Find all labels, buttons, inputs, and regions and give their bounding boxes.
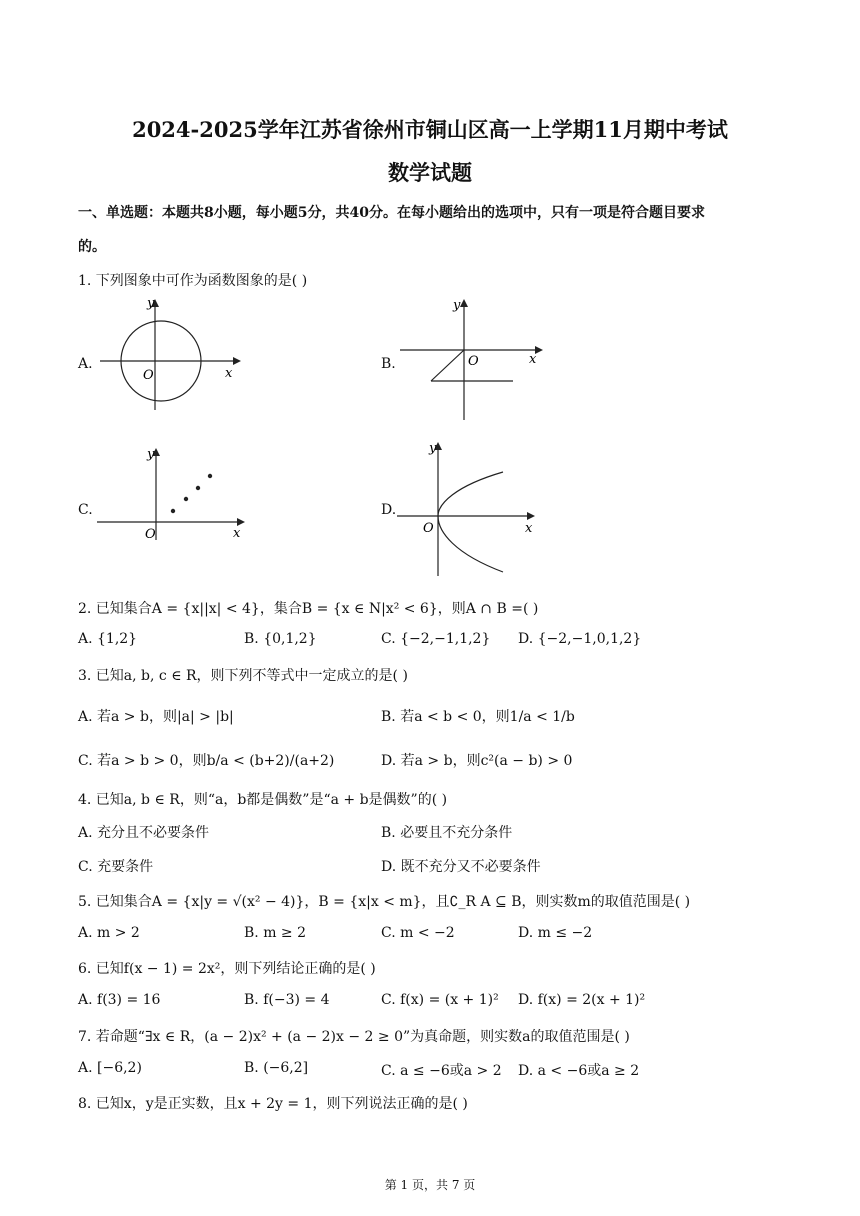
q6-option-d: D. f(x) = 2(x + 1)² <box>518 992 646 1008</box>
graph-c-dots <box>95 442 250 542</box>
graph-a-x-label: x <box>225 366 233 381</box>
q6-stem: 6. 已知f(x − 1) = 2x²，则下列结论正确的是( ) <box>78 961 376 977</box>
graph-d-y-label: y <box>429 441 437 456</box>
q6-option-c: C. f(x) = (x + 1)² <box>381 992 499 1008</box>
q6-option-b: B. f(−3) = 4 <box>244 992 330 1008</box>
q6-option-a: A. f(3) = 16 <box>78 992 161 1008</box>
graph-a-origin: O <box>143 368 154 383</box>
section-header-line2: 的。 <box>78 239 106 255</box>
q7-stem: 7. 若命题“∃x ∈ R，(a − 2)x² + (a − 2)x − 2 ≥ 0”为真命题，则实数a的取值范围是( ) <box>78 1029 630 1045</box>
q7-option-b: B. (−6,2] <box>244 1060 309 1076</box>
q3-option-d: D. 若a > b，则c²(a − b) > 0 <box>381 753 573 769</box>
page-footer: 第 1 页，共 7 页 <box>384 1178 476 1192</box>
q4-stem: 4. 已知a, b ∈ R，则“a，b都是偶数”是“a + b是偶数”的( ) <box>78 792 448 808</box>
q2-stem: 2. 已知集合A = {x||x| < 4}，集合B = {x ∈ N|x² < 6}，则A ∩ B =( ) <box>78 601 539 617</box>
q5-option-a: A. m > 2 <box>78 925 140 941</box>
exam-title: 2024-2025学年江苏省徐州市铜山区高一上学期11月期中考试 <box>132 117 728 142</box>
graph-c-y-label: y <box>147 447 155 462</box>
q2-option-c: C. {−2,−1,1,2} <box>381 631 491 647</box>
graph-d-parabola <box>395 436 545 578</box>
graph-c-origin: O <box>145 527 156 542</box>
graph-a-y-label: y <box>147 296 155 311</box>
q3-stem: 3. 已知a, b, c ∈ R，则下列不等式中一定成立的是( ) <box>78 668 408 684</box>
q2-option-b: B. {0,1,2} <box>244 631 317 647</box>
q1-stem: 1. 下列图象中可作为函数图象的是( ) <box>78 273 308 289</box>
q1-option-c-label: C. <box>78 502 93 518</box>
q5-option-c: C. m < −2 <box>381 925 455 941</box>
q1-option-b-label: B. <box>381 356 396 372</box>
q7-option-d: D. a < −6或a ≥ 2 <box>518 1063 640 1079</box>
q4-option-c: C. 充要条件 <box>78 859 154 875</box>
graph-b-origin: O <box>468 354 479 369</box>
q3-option-c: C. 若a > b > 0，则b/a < (b+2)/(a+2) <box>78 753 335 769</box>
q5-option-d: D. m ≤ −2 <box>518 925 593 941</box>
graph-b <box>395 295 545 425</box>
q7-option-c: C. a ≤ −6或a > 2 <box>381 1063 502 1079</box>
graph-a-circle <box>95 295 245 415</box>
q4-option-b: B. 必要且不充分条件 <box>381 825 513 841</box>
q7-option-a: A. [−6,2) <box>78 1060 142 1076</box>
q1-option-d-label: D. <box>381 502 397 518</box>
q4-option-d: D. 既不充分又不必要条件 <box>381 859 541 875</box>
q3-option-a: A. 若a > b，则|a| > |b| <box>78 709 234 725</box>
graph-b-x-label: x <box>529 352 537 367</box>
q2-option-d: D. {−2,−1,0,1,2} <box>518 631 642 647</box>
q5-stem: 5. 已知集合A = {x|y = √(x² − 4)}，B = {x|x < m}，且∁_R A ⊆ B，则实数m的取值范围是( ) <box>78 894 691 910</box>
graph-d-origin: O <box>423 521 434 536</box>
exam-subtitle: 数学试题 <box>388 160 472 185</box>
q1-option-a-label: A. <box>78 356 93 372</box>
section-header-line1: 一、单选题：本题共8小题，每小题5分，共40分。在每小题给出的选项中，只有一项是符合题目要求 <box>78 205 705 221</box>
graph-c-x-label: x <box>233 526 241 541</box>
q5-option-b: B. m ≥ 2 <box>244 925 307 941</box>
graph-d-x-label: x <box>525 521 533 536</box>
q3-option-b: B. 若a < b < 0，则1/a < 1/b <box>381 709 575 725</box>
q8-stem: 8. 已知x，y是正实数，且x + 2y = 1，则下列说法正确的是( ) <box>78 1096 468 1112</box>
graph-b-y-label: y <box>453 298 461 313</box>
q4-option-a: A. 充分且不必要条件 <box>78 825 210 841</box>
q2-option-a: A. {1,2} <box>78 631 138 647</box>
